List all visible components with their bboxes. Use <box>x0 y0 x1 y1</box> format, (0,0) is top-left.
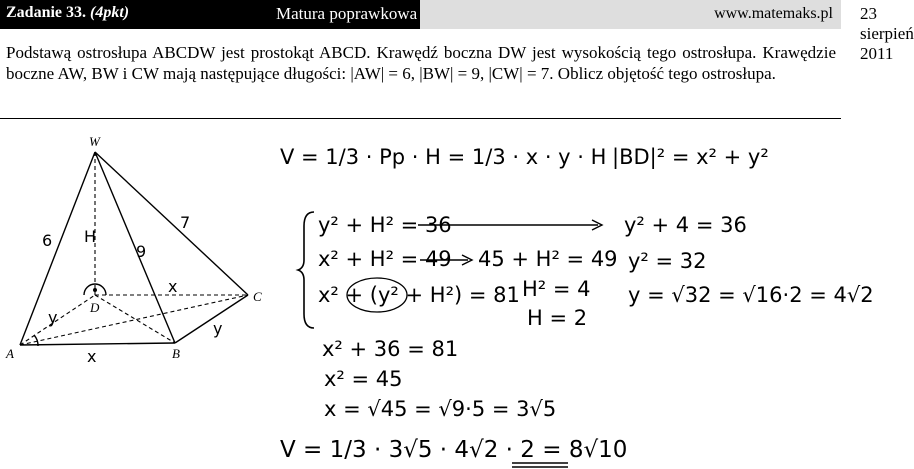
system-eq-3: x² + (y² + H²) = 81 <box>318 283 520 307</box>
system-eq-1: y² + H² = 36 <box>318 213 452 237</box>
header-left-panel <box>0 0 420 29</box>
edge-bc <box>175 295 248 343</box>
right-angle-dot <box>94 289 97 292</box>
right-line-2: y² = 32 <box>628 249 707 273</box>
length-ad: y <box>48 308 58 327</box>
x-step-1: x² + 36 = 81 <box>322 337 459 361</box>
diagonal-bd <box>95 295 175 343</box>
task-points: (4pkt) <box>90 4 130 21</box>
right-line-3: y = √32 = √16·2 = 4√2 <box>628 283 874 307</box>
final-volume: V = 1/3 · 3√5 · 4√2 · 2 = 8√10 <box>280 437 628 463</box>
height-h: H <box>84 227 97 246</box>
label-d: D <box>90 300 100 315</box>
middle-line-3: H = 2 <box>527 306 588 330</box>
right-line-1: y² + 4 = 36 <box>624 213 747 237</box>
label-b: B <box>172 346 180 361</box>
length-bc: y <box>213 319 223 338</box>
system-brace <box>298 212 314 328</box>
volume-formula: V = 1/3 · Pp · H = 1/3 · x · y · H <box>280 145 607 169</box>
header-right-panel <box>420 0 914 63</box>
edge-cw <box>95 152 248 295</box>
label-a: A <box>6 346 14 361</box>
length-cw: 7 <box>180 213 191 232</box>
x-step-3: x = √45 = √9·5 = 3√5 <box>324 397 557 421</box>
middle-line-2: H² = 4 <box>522 277 591 301</box>
label-w: W <box>89 134 100 149</box>
site-link[interactable]: www.matemaks.pl <box>714 5 833 22</box>
bd-equation: |BD|² = x² + y² <box>612 145 769 169</box>
x-step-2: x² = 45 <box>324 367 403 391</box>
length-ab: x <box>87 347 97 366</box>
exam-name: Matura poprawkowa <box>276 4 418 23</box>
task-number: Zadanie 33. (4pkt) <box>6 4 130 21</box>
length-bw: 9 <box>136 242 147 261</box>
edge-bw <box>95 152 178 343</box>
problem-statement: Podstawą ostrosłupa ABCDW jest prostokąt ABCD. Krawędź boczna DW jest wysokością tego ostrosłupa. Krawędzie boczne AW, BW i CW mają następujące długości: |AW| = 6, |BW| = 9, |CW| = 7. Oblicz objętość tego ostrosłupa. <box>6 43 836 83</box>
exam-date: 23 sierpień 2011 <box>860 4 914 63</box>
middle-line-1: 45 + H² = 49 <box>478 247 618 271</box>
system-eq-2: x² + H² = 49 <box>318 247 452 271</box>
edge-aw <box>20 152 95 345</box>
length-aw: 6 <box>42 231 53 250</box>
solution-figure <box>0 120 874 469</box>
label-c: C <box>253 289 262 304</box>
length-dc: x <box>168 277 178 296</box>
edge-ab <box>20 343 175 345</box>
edge-ad <box>20 295 95 345</box>
divider <box>0 118 841 119</box>
